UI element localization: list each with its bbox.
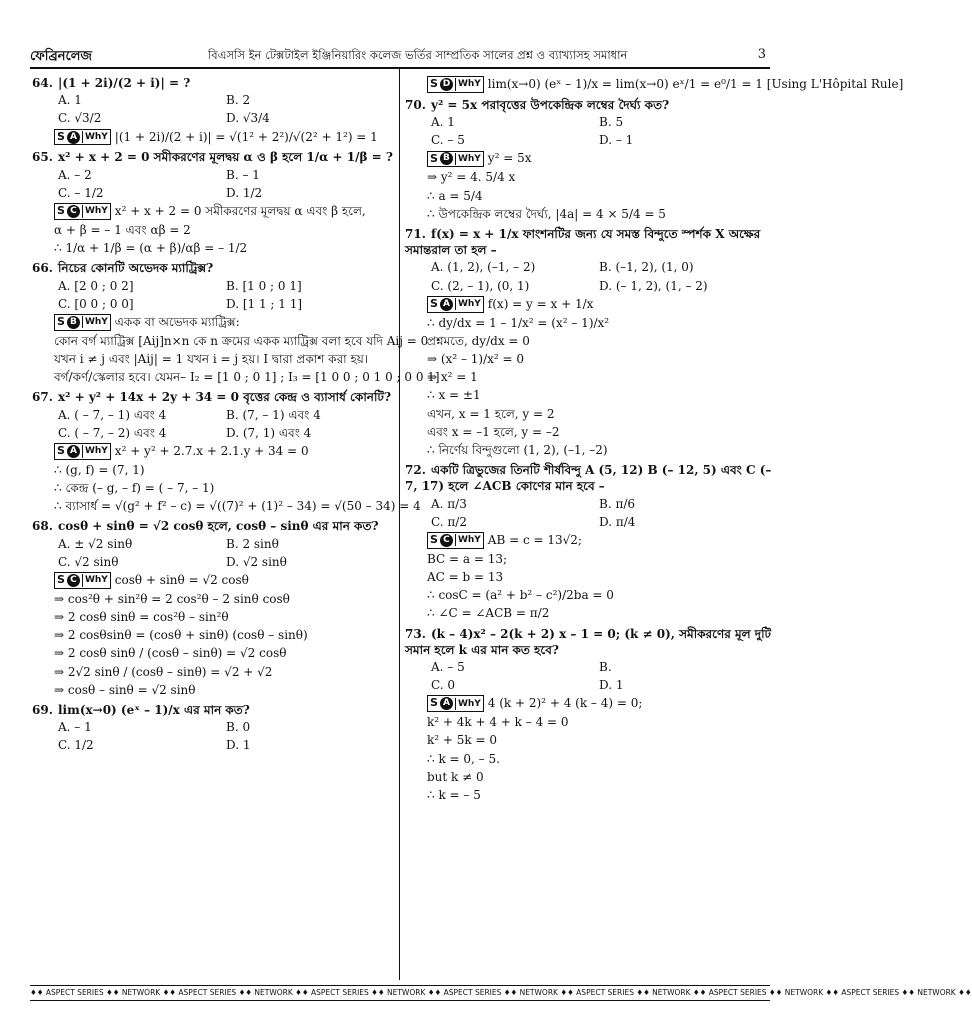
question-text: cosθ + sinθ = √2 cosθ হলে, cosθ – sinθ এর মান কত? [58, 519, 379, 534]
page-footer: ♦♦ ASPECT SERIES ♦♦ NETWORK ♦♦ ASPECT SERIES ♦♦ NETWORK ♦♦ ASPECT SERIES ♦♦ NETWORK ♦♦ ASPECT SERIES ♦♦ NETWORK ♦♦ ASPECT SERIES ♦♦ NETWORK ♦♦ ASPECT SERIES ♦♦ NETWORK ♦♦ ASPECT SERIES ♦♦ NETWORK ♦♦ [30, 985, 770, 1001]
answer-letter: A [67, 131, 80, 144]
option-item: D. – 1 [599, 133, 634, 148]
solution-text: ∴ x = ±1 [427, 388, 481, 403]
question-stem [405, 462, 777, 494]
option-item: C. [0 0 ; 0 0] [58, 296, 134, 311]
options-grid [32, 91, 394, 127]
solution-line [427, 205, 777, 223]
question-stem [405, 97, 777, 113]
option-item: B. [1 0 ; 0 1] [226, 278, 302, 293]
solution-line [54, 663, 394, 681]
solution-text: ⇒ y² = 4. 5/4 x [427, 170, 516, 185]
solution-text: বর্গ/কর্ণ/স্কেলার হবে। যেমন– I₂ = [1 0 ; 0 1] ; I₃ = [1 0 0 ; 0 1 0 ; 0 0 1] [54, 370, 440, 385]
solution-line [54, 461, 394, 479]
solution-line [54, 332, 429, 350]
solution-block [32, 313, 440, 386]
question-number: 70. [405, 97, 426, 112]
badge-why-label: WhY [82, 316, 110, 328]
question-number: 69. [32, 703, 53, 718]
badge-s-label: S [430, 151, 438, 165]
solution-line [54, 442, 394, 461]
solution-block [405, 531, 777, 623]
question-block [32, 699, 394, 755]
solution-line [427, 694, 777, 713]
column-divider [399, 68, 400, 980]
option-item: C. – 1/2 [58, 185, 104, 200]
page-number: 3 [757, 47, 766, 62]
solution-block [405, 75, 904, 94]
solution-line [54, 202, 394, 221]
solution-text: ∴ a = 5/4 [427, 188, 483, 203]
option-item: B. (–1, 2), (1, 0) [599, 260, 694, 275]
question-number: 71. [405, 226, 426, 241]
solution-line [427, 350, 777, 368]
option-item: B. (7, – 1) এবং 4 [226, 407, 321, 422]
badge-s-label: S [57, 314, 65, 328]
badge-why-label: WhY [82, 131, 110, 143]
question-number: 67. [32, 390, 53, 405]
option-item: D. √3/4 [226, 111, 270, 126]
answer-letter: A [440, 298, 453, 311]
solution-block [405, 694, 777, 804]
question-number: 64. [32, 76, 53, 90]
solution-block [405, 295, 777, 459]
solution-line [54, 350, 394, 368]
option-item: D. (– 1, 2), (1, – 2) [599, 278, 708, 293]
solution-block [32, 571, 394, 699]
solution-line [427, 295, 777, 314]
solution-line [54, 239, 394, 257]
solution-text: but k ≠ 0 [427, 769, 484, 784]
question-block [32, 515, 394, 699]
answer-letter: C [440, 534, 453, 547]
option-item: A. ( – 7, – 1) এবং 4 [58, 407, 167, 422]
solution-line [427, 750, 777, 768]
question-block [405, 459, 777, 622]
solution-text: যখন i ≠ j এবং |Aij| = 1 যখন i = j হয়। I দ্বারা প্রকাশ করা হয়। [54, 352, 369, 367]
question-text: একটি ত্রিভুজের তিনটি শীর্ষবিন্দু A (5, 12) B (– 12, 5) এবং C (–7, 17) হলে ∠ACB কোণের মান হবে – [405, 463, 772, 494]
question-block [32, 146, 394, 257]
badge-why-label: WhY [82, 574, 110, 586]
options-grid [32, 718, 394, 754]
solution-text: α + β = – 1 এবং αβ = 2 [54, 222, 191, 237]
solution-text: 4 (k + 2)² + 4 (k – 4) = 0; [487, 696, 643, 711]
option-item: C. 0 [431, 678, 456, 693]
solution-line [427, 531, 777, 550]
solution-text: k² + 4k + 4 + k – 4 = 0 [427, 715, 569, 730]
solution-line [54, 479, 394, 497]
answer-badge [427, 532, 484, 549]
badge-s-label: S [430, 532, 438, 546]
question-block [405, 223, 777, 459]
solution-line [427, 149, 777, 168]
option-item: A. [2 0 ; 0 2] [58, 278, 134, 293]
right-column [405, 72, 904, 804]
option-item: C. ( – 7, – 2) এবং 4 [58, 425, 167, 440]
option-item: D. 1 [599, 678, 624, 693]
question-stem [32, 149, 394, 165]
question-number: 68. [32, 519, 53, 534]
badge-why-label: WhY [455, 298, 483, 310]
badge-s-label: S [57, 204, 65, 218]
solution-text: ⇒ cos²θ + sin²θ = 2 cos²θ – 2 sinθ cosθ [54, 591, 290, 606]
badge-why-label: WhY [455, 153, 483, 165]
option-item: A. – 5 [431, 659, 465, 674]
solution-text: lim(x→0) (eˣ – 1)/x = lim(x→0) eˣ/1 = e⁰/1 = 1 [Using L'Hôpital Rule] [487, 77, 904, 91]
solution-text: ∴ dy/dx = 1 – 1/x² = (x² – 1)/x² [427, 315, 610, 330]
solution-line [427, 405, 777, 423]
badge-s-label: S [430, 696, 438, 710]
solution-text: ⇒ 2 cosθsinθ = (cosθ + sinθ) (cosθ – sinθ) [54, 628, 308, 643]
solution-line [427, 368, 777, 386]
question-number: 66. [32, 261, 53, 276]
options-grid [405, 258, 777, 294]
solution-text: x² + y² + 2.7.x + 2.1.y + 34 = 0 [114, 443, 309, 458]
solution-text: ∴ (g, f) = (7, 1) [54, 462, 145, 477]
option-item: B. [599, 659, 612, 674]
solution-line [427, 314, 777, 332]
solution-line [427, 386, 777, 404]
question-number: 65. [32, 150, 53, 165]
option-item: A. – 2 [58, 167, 92, 182]
option-item: D. (7, 1) এবং 4 [226, 425, 312, 440]
solution-block [32, 442, 421, 515]
solution-line [54, 497, 421, 515]
question-block [405, 94, 777, 223]
solution-line [54, 590, 394, 608]
solution-text: ∴ নির্ণেয় বিন্দুগুলো (1, 2), (–1, –2) [427, 442, 608, 457]
solution-text: কোন বর্গ ম্যাট্রিক্স [Aij]n×n কে n ক্রমের একক ম্যাট্রিক্স বলা হবে যদি Aij = 0 [54, 333, 429, 348]
option-item: B. 2 [226, 93, 251, 108]
solution-line [427, 550, 777, 568]
solution-line [54, 644, 394, 662]
solution-line [54, 313, 394, 332]
answer-badge [427, 151, 484, 168]
question-number: 72. [405, 463, 426, 478]
question-text: x² + x + 2 = 0 সমীকরণের মূলদ্বয় α ও β হলে 1/α + 1/β = ? [58, 150, 393, 165]
option-item: C. √3/2 [58, 111, 102, 126]
solution-line [54, 128, 394, 147]
option-item: D. √2 sinθ [226, 554, 287, 569]
option-item: A. ± √2 sinθ [58, 536, 133, 551]
solution-text: এখন, x = 1 হলে, y = 2 [427, 406, 555, 421]
solution-line [54, 571, 394, 590]
option-item: C. π/2 [431, 514, 467, 529]
answer-letter: D [440, 78, 453, 91]
solution-text: ∴ 1/α + 1/β = (α + β)/αβ = – 1/2 [54, 241, 248, 256]
badge-s-label: S [430, 77, 438, 91]
solution-text: cosθ + sinθ = √2 cosθ [114, 573, 249, 587]
question-stem [32, 260, 394, 276]
solution-line [427, 604, 777, 622]
option-item: B. – 1 [226, 167, 260, 182]
options-grid [32, 277, 394, 313]
option-item: A. π/3 [431, 496, 467, 511]
answer-badge [54, 572, 111, 589]
badge-why-label: WhY [455, 698, 483, 710]
option-item: D. 1/2 [226, 185, 263, 200]
solution-line [427, 731, 777, 749]
solution-line [427, 75, 904, 94]
question-stem [32, 702, 394, 718]
solution-line [427, 768, 777, 786]
solution-line [427, 713, 777, 731]
option-item: B. 0 [226, 720, 251, 735]
solution-line [427, 441, 777, 459]
question-block [405, 623, 777, 805]
option-item: D. π/4 [599, 514, 636, 529]
question-text: lim(x→0) (eˣ – 1)/x এর মান কত? [58, 703, 250, 718]
badge-why-label: WhY [455, 78, 483, 90]
solution-text: ⇒ (x² – 1)/x² = 0 [427, 352, 525, 367]
options-grid [32, 166, 394, 202]
answer-badge [54, 443, 111, 460]
solution-line [54, 608, 394, 626]
badge-why-label: WhY [455, 534, 483, 546]
question-stem [405, 226, 777, 258]
solution-block [32, 128, 394, 147]
question-block [32, 72, 394, 146]
option-item: B. π/6 [599, 496, 636, 511]
question-text: x² + y² + 14x + 2y + 34 = 0 বৃত্তের কেন্দ্র ও ব্যাসার্ধ কোনটি? [58, 390, 391, 405]
solution-line [427, 187, 777, 205]
solution-text: f(x) = y = x + 1/x [487, 296, 594, 311]
solution-block [32, 202, 394, 257]
answer-letter: C [67, 574, 80, 587]
option-item: C. 1/2 [58, 738, 94, 753]
question-text: y² = 5x পরাবৃত্তের উপকেন্দ্রিক লম্বের দৈর্ঘ্য কত? [431, 97, 670, 112]
badge-why-label: WhY [82, 445, 110, 457]
solution-text: ∴ k = 0, – 5. [427, 751, 500, 766]
solution-text: ⇒ 2 cosθ sinθ / (cosθ – sinθ) = √2 cosθ [54, 646, 287, 661]
question-text: f(x) = x + 1/x ফাংশনটির জন্য যে সমস্ত বিন্দুতে স্পর্শক X অক্ষের সমান্তরাল তা হল – [405, 226, 761, 258]
answer-letter: B [440, 152, 453, 165]
solution-text: BC = a = 13; [427, 551, 508, 566]
option-item: C. √2 sinθ [58, 554, 119, 569]
answer-letter: A [440, 697, 453, 710]
answer-badge [54, 129, 111, 146]
badge-s-label: S [430, 296, 438, 310]
answer-letter: B [67, 316, 80, 329]
solution-text: ⇒ 2 cosθ sinθ = cos²θ – sin²θ [54, 610, 229, 625]
question-text: |(1 + 2i)/(2 + i)| = ? [58, 76, 191, 90]
solution-text: y² = 5x [487, 151, 532, 166]
option-item: D. 1 [226, 738, 251, 753]
solution-line [427, 786, 777, 804]
question-stem [405, 626, 777, 658]
solution-text: প্রশ্নমতে, dy/dx = 0 [427, 333, 530, 348]
badge-s-label: S [57, 444, 65, 458]
answer-badge [427, 76, 484, 93]
option-item: A. 1 [58, 93, 82, 108]
answer-letter: A [67, 445, 80, 458]
option-item: A. – 1 [58, 720, 92, 735]
options-grid [405, 658, 777, 694]
solution-text: x² + x + 2 = 0 সমীকরণের মূলদ্বয় α এবং β হলে, [114, 204, 366, 219]
answer-badge [54, 203, 111, 220]
solution-text: ⇒ 2√2 sinθ / (cosθ – sinθ) = √2 + √2 [54, 664, 273, 679]
question-block [32, 257, 440, 386]
question-block [32, 386, 421, 515]
solution-text: এবং x = –1 হলে, y = –2 [427, 424, 560, 439]
question-block [405, 72, 904, 94]
answer-letter: C [67, 205, 80, 218]
solution-line [54, 221, 394, 239]
solution-text: AC = b = 13 [427, 570, 504, 584]
question-text: (k – 4)x² – 2(k + 2) x – 1 = 0; (k ≠ 0), সমীকরণের মূল দুটি সমান হলে k এর মান কত হবে? [405, 626, 772, 657]
solution-text: ∴ উপকেন্দ্রিক লম্বের দৈর্ঘ্য, |4a| = 4 × 5/4 = 5 [427, 206, 666, 221]
page-header [30, 45, 770, 69]
solution-text: ∴ কেন্দ্র (– g, – f) = ( – 7, – 1) [54, 481, 215, 496]
question-stem [32, 75, 394, 91]
solution-text: ∴ cosC = (a² + b² – c²)/2ba = 0 [427, 588, 614, 603]
option-item: A. (1, 2), (–1, – 2) [431, 260, 536, 275]
solution-text: একক বা অভেদক ম্যাট্রিক্স: [114, 314, 240, 329]
solution-text: ∴ k = – 5 [427, 787, 481, 802]
options-grid [405, 495, 777, 531]
solution-text: ∴ ∠C = ∠ACB = π/2 [427, 606, 550, 621]
question-text: নিচের কোনটি অভেদক ম্যাট্রিক্স? [58, 261, 214, 276]
option-item: D. [1 1 ; 1 1] [226, 296, 303, 311]
solution-text: ⇒ cosθ – sinθ = √2 sinθ [54, 682, 196, 697]
options-grid [32, 535, 394, 571]
option-item: B. 5 [599, 115, 624, 130]
question-stem [32, 389, 394, 405]
answer-badge [427, 296, 484, 313]
badge-why-label: WhY [82, 205, 110, 217]
solution-text: |(1 + 2i)/(2 + i)| = √(1² + 2²)/√(2² + 1²) = 1 [114, 129, 378, 144]
solution-line [427, 423, 777, 441]
answer-badge [427, 695, 484, 712]
solution-text: ∴ ব্যাসার্ধ = √(g² + f² – c) = √((7)² + (1)² – 34) = √(50 – 34) = 4 [54, 499, 421, 514]
question-number: 73. [405, 626, 426, 641]
solution-text: AB = c = 13√2; [487, 532, 582, 547]
brand-name: ফেব্রিনলেজ [30, 49, 93, 64]
solution-block [405, 149, 777, 222]
solution-text: ⇒ x² = 1 [427, 370, 478, 385]
badge-s-label: S [57, 129, 65, 143]
solution-line [54, 368, 440, 386]
solution-line [54, 626, 394, 644]
options-grid [32, 406, 394, 442]
answer-badge [54, 314, 111, 331]
option-item: C. (2, – 1), (0, 1) [431, 278, 530, 293]
option-item: C. – 5 [431, 133, 465, 148]
options-grid [405, 113, 777, 149]
option-item: B. 2 sinθ [226, 536, 279, 551]
solution-line [427, 568, 777, 586]
solution-line [427, 168, 777, 186]
solution-text: k² + 5k = 0 [427, 733, 497, 748]
solution-line [427, 586, 777, 604]
option-item: A. 1 [431, 115, 455, 130]
badge-s-label: S [57, 573, 65, 587]
header-title: বিএসসি ইন টেক্সটাইল ইঞ্জিনিয়ারিং কলেজ ভর্তির সাম্প্রতিক সালের প্রশ্ন ও ব্যাখ্যাসহ সমাধান [208, 48, 628, 62]
solution-line [54, 681, 394, 699]
solution-line [427, 332, 777, 350]
question-stem [32, 518, 394, 534]
